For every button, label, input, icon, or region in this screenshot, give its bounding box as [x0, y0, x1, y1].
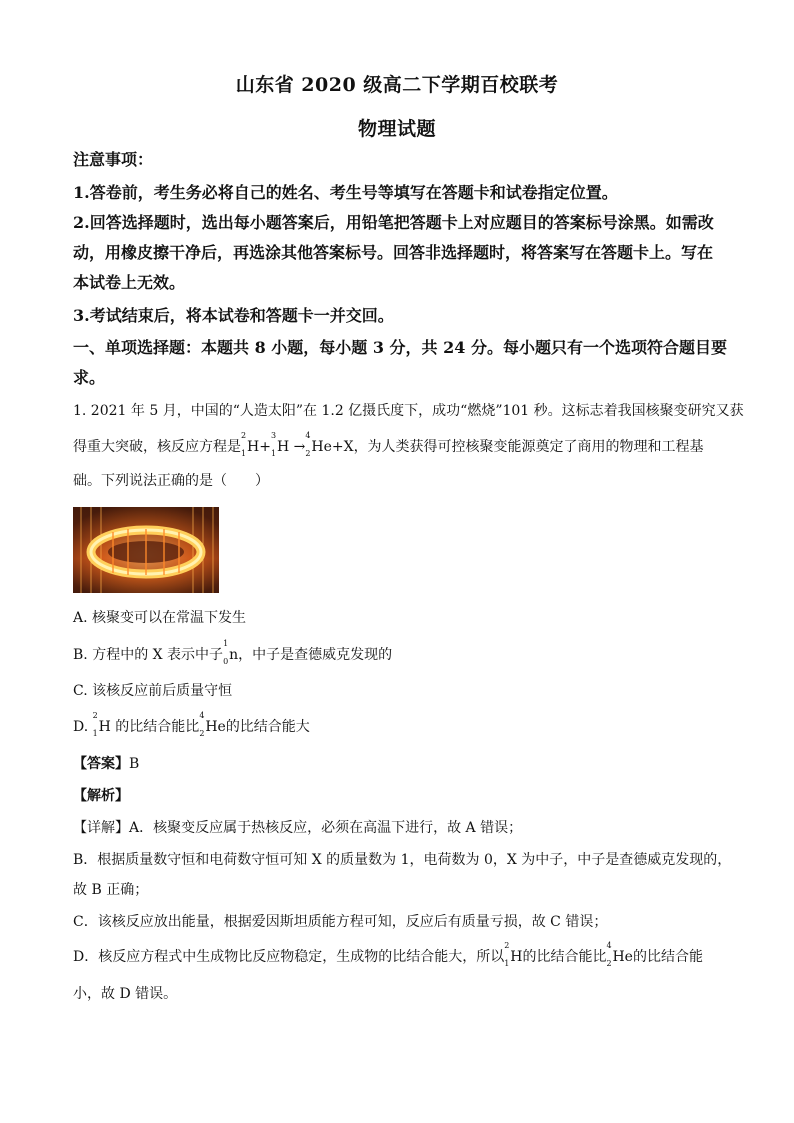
answer-label: 【答案】 [73, 756, 129, 772]
helium-nuclide: 4 2 He [606, 941, 633, 968]
notice-item-3: 3.考试结束后，将本试卷和答题卡一并交回。 [73, 306, 394, 325]
deuterium-nuclide: 2 1 H [504, 941, 523, 968]
analysis-label: 【解析】 [73, 788, 129, 804]
analysis-detail-c: C．该核反应放出能量，根据爱因斯坦质能方程可知，反应后有质量亏损，故 C 错误； [73, 914, 608, 930]
option-b: B. 方程中的 X 表示中子 1 0 n，中子是查德威克发现的 [73, 639, 393, 666]
question-1-line-1: 1. 2021 年 5 月，中国的“人造太阳”在 1.2 亿摄氏度下，成功“燃烧”101 秒。这标志着我国核聚变研究又获 [73, 403, 744, 419]
analysis-detail-d-line-2: 小，故 D 错误。 [73, 986, 178, 1002]
notice-item-2-line-3: 本试卷上无效。 [73, 273, 186, 292]
exam-subtitle: 物理试题 [357, 118, 436, 140]
option-c: C. 该核反应前后质量守恒 [73, 683, 233, 699]
neutron-nuclide: 1 0 n [223, 639, 239, 666]
answer-line [73, 755, 723, 773]
option-a: A. 核聚变可以在常温下发生 [73, 610, 247, 626]
analysis-detail-b-line-1: B．根据质量数守恒和电荷数守恒可知 X 的质量数为 1，电荷数为 0，X 为中子，中子是查德威克发现的， [73, 852, 732, 868]
deuterium-nuclide: 2 1 H [241, 431, 260, 458]
notice-item-2-line-1: 2.回答选择题时，选出每小题答案后，用铅笔把答题卡上对应题目的答案标号涂黑。如需改 [73, 213, 714, 232]
helium-nuclide: 4 2 He [199, 711, 226, 738]
option-d: D. 2 1 H 的比结合能比 4 2 He的比结合能大 [73, 711, 310, 738]
question-1-line-2 [73, 431, 723, 458]
question-1-line-3: 础。下列说法正确的是（ ） [73, 473, 269, 489]
notice-item-2-line-2: 动，用橡皮擦干净后，再选涂其他答案标号。回答非选择题时，将答案写在答题卡上。写在 [73, 243, 714, 262]
section-heading-line-1: 一、单项选择题：本题共 8 小题，每小题 3 分，共 24 分。每小题只有一个选项符合题目要 [73, 338, 727, 357]
notice-item-1: 1.答卷前，考生务必将自己的姓名、考生号等填写在答题卡和试卷指定位置。 [73, 183, 618, 202]
tritium-nuclide: 3 1 H [270, 431, 290, 458]
deuterium-nuclide: 2 1 H [92, 711, 111, 738]
answer-value: B [129, 756, 140, 772]
helium-nuclide: 4 2 He [305, 431, 332, 458]
detail-label: 【详解】 [73, 820, 129, 836]
question-1-line-2-prefix: 得重大突破，核反应方程是 [73, 439, 241, 455]
artificial-sun-photo [73, 507, 219, 593]
analysis-detail-b-line-2: 故 B 正确； [73, 882, 149, 898]
section-heading-line-2: 求。 [73, 368, 106, 387]
notice-heading: 注意事项： [73, 150, 154, 169]
reaction-equation: 2 1 H+ 3 1 H → 4 2 He+X [241, 431, 354, 458]
analysis-detail-a: 【详解】A．核聚变反应属于热核反应，必须在高温下进行，故 A 错误； [73, 820, 523, 836]
exam-title: 山东省 2020 级高二下学期百校联考 [235, 74, 559, 96]
analysis-detail-d-line-1: D．核反应方程式中生成物比反应物稳定，生成物的比结合能大，所以 2 1 H的比结合能比 4 2 He的比结合能 [73, 941, 703, 968]
question-1-line-2-suffix: ，为人类获得可控核聚变能源奠定了商用的物理和工程基 [353, 439, 704, 455]
